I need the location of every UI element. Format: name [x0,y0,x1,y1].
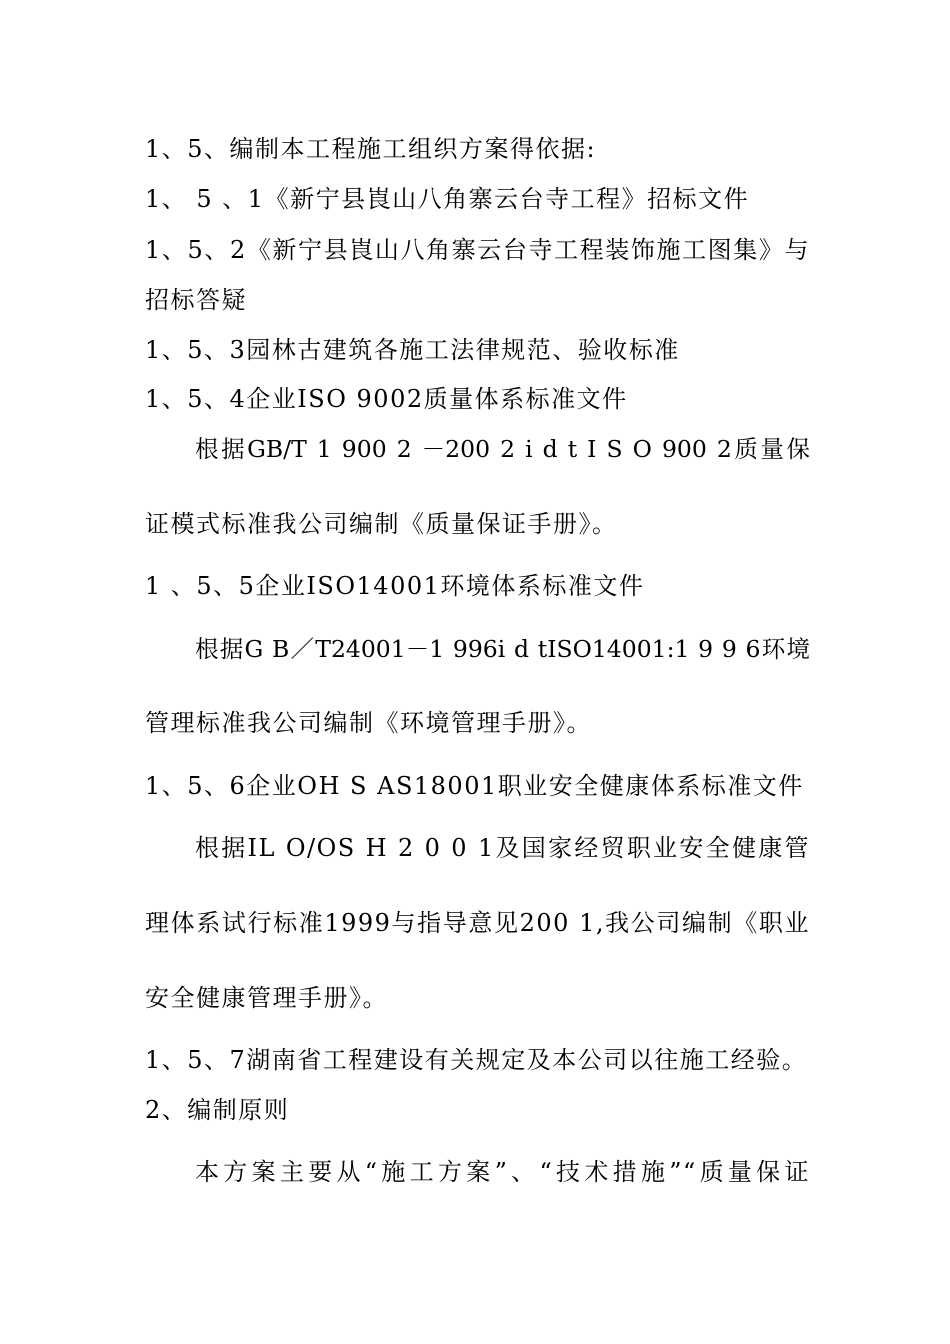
text-line-basis-2-cont: 招标答疑 [145,286,247,314]
text-line-basis-6-detail-cont: 理体系试行标准1999与指导意见200 1,我公司编制《职业 [145,909,810,937]
text-line-basis-heading: 1、5、编制本工程施工组织方案得依据: [145,135,597,163]
text-line-basis-6-detail-end: 安全健康管理手册》。 [145,984,388,1012]
text-line-basis-5-detail-cont: 管理标准我公司编制《环境管理手册》。 [145,709,592,737]
text-line-basis-2: 1、5、2《新宁县崀山八角寨云台寺工程装饰施工图集》与 [145,236,810,264]
text-line-basis-4-detail: 根据GB/T 1 900 2 －200 2 i d t I S O 900 2质量保 [195,435,810,463]
text-line-principles: 本方案主要从“施工方案”、“技术措施”“质量保证 [195,1158,810,1186]
text-line-basis-3: 1、5、3园林古建筑各施工法律规范、验收标准 [145,336,680,364]
text-line-basis-6-detail: 根据IL O/OS H 2 0 0 1及国家经贸职业安全健康管 [195,834,810,862]
text-line-basis-7: 1、5、7湖南省工程建设有关规定及本公司以往施工经验。 [145,1046,808,1074]
text-line-basis-5-detail: 根据G B／T24001－1 996i d tISO14001:1 9 9 6环境 [195,635,810,663]
text-line-basis-4: 1、5、4企业ISO 9002质量体系标准文件 [145,385,628,413]
text-line-basis-5: 1 、5、5企业ISO14001环境体系标准文件 [145,572,645,600]
text-line-basis-1: 1、 5 、1《新宁县崀山八角寨云台寺工程》招标文件 [145,185,750,213]
text-line-basis-4-detail-cont: 证模式标准我公司编制《质量保证手册》。 [145,510,618,538]
section-heading-principles: 2、编制原则 [145,1096,290,1124]
text-line-basis-6: 1、5、6企业OH S AS18001职业安全健康体系标准文件 [145,772,804,800]
